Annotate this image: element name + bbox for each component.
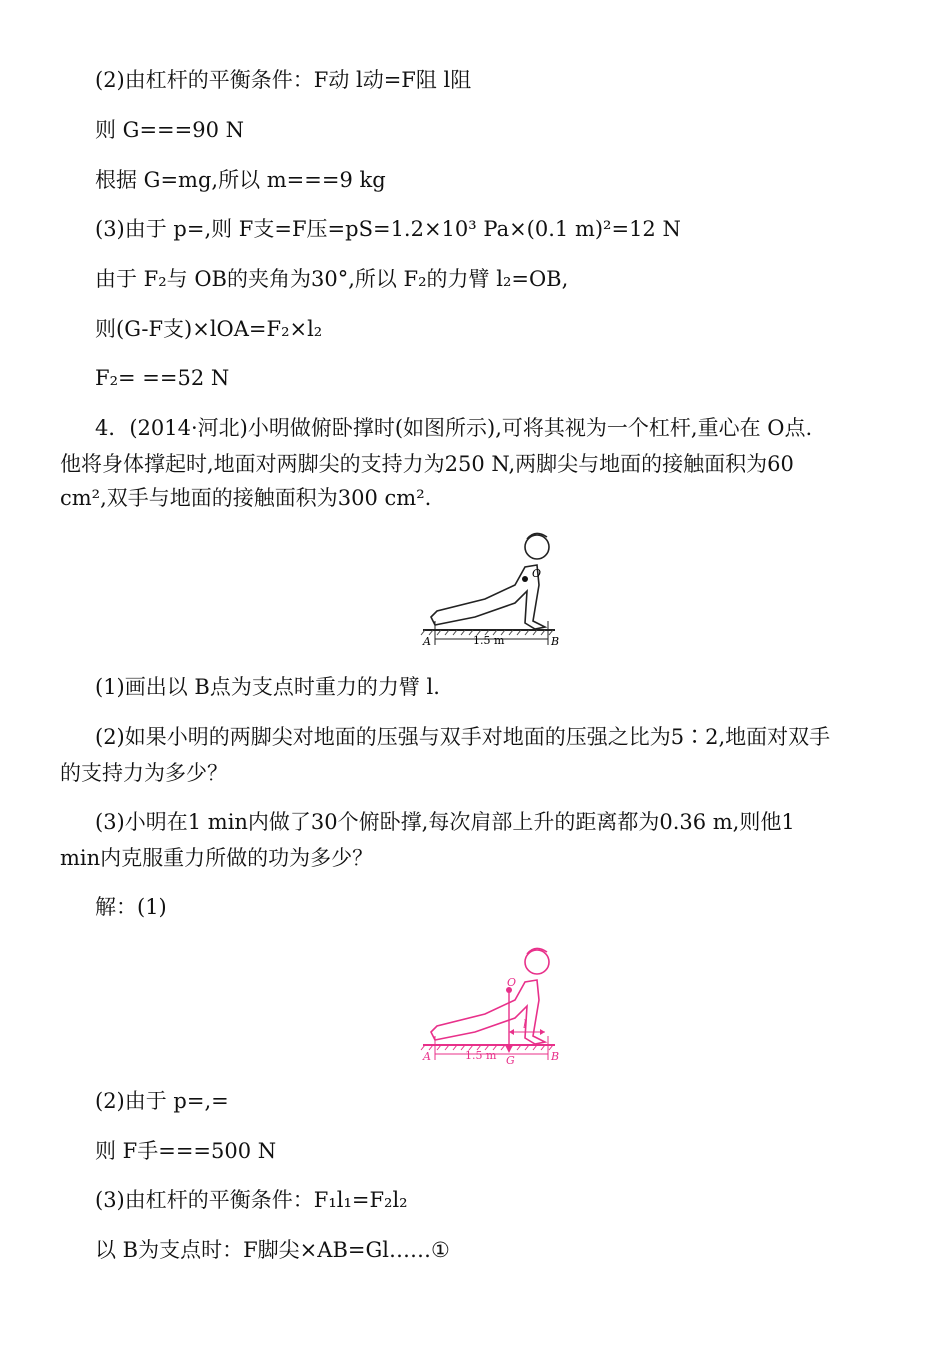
- question-stem-line: cm²,双手与地面的接触面积为300 cm².: [60, 486, 432, 510]
- pushup-solution-figure: [415, 938, 565, 1068]
- sub-question-3-line: (3)小明在1 min内做了30个俯卧撑,每次肩部上升的距离都为0.36 m,则他1: [95, 810, 795, 834]
- label-o: O: [532, 567, 542, 580]
- text-line: (3)由于 p=,则 F支=F压=pS=1.2×10³ Pa×(0.1 m)²=12 N: [95, 217, 681, 241]
- person-outline: [431, 533, 549, 629]
- label-g: G: [506, 1054, 515, 1067]
- dimension-label: 1.5 m: [473, 634, 505, 647]
- dimension-label: 1.5 m: [465, 1049, 497, 1062]
- center-of-gravity-dot: [522, 576, 528, 582]
- text-line: 则(G-F支)×lOA=F₂×l₂: [95, 317, 323, 341]
- text-line: 则 G===90 N: [95, 118, 245, 142]
- text-line: (3)由杠杆的平衡条件：F₁l₁=F₂l₂: [95, 1188, 408, 1212]
- text-line: (2)由杠杆的平衡条件：F动 l动=F阻 l阻: [95, 68, 472, 92]
- gravity-arrowhead: [505, 1045, 513, 1053]
- label-b: B: [551, 1050, 560, 1063]
- text-line: 根据 G=mg,所以 m===9 kg: [95, 168, 386, 192]
- pushup-figure: [415, 525, 565, 650]
- label-a: A: [423, 635, 431, 648]
- label-o: O: [507, 976, 517, 989]
- sub-question-1: (1)画出以 B点为支点时重力的力臂 l.: [95, 675, 440, 699]
- solution-label: 解：(1): [95, 895, 167, 919]
- label-a: A: [423, 1050, 431, 1063]
- person-outline: [431, 948, 549, 1044]
- text-line: 以 B为支点时：F脚尖×AB=Gl……①: [95, 1238, 450, 1262]
- text-line: 由于 F₂与 OB的夹角为30°,所以 F₂的力臂 l₂=OB,: [95, 267, 569, 291]
- sub-question-3-line: min内克服重力所做的功为多少？: [60, 846, 374, 870]
- text-line: F₂= ==52 N: [95, 366, 230, 390]
- label-l: l: [523, 1018, 527, 1031]
- label-b: B: [551, 635, 560, 648]
- text-line: (2)由于 p=,=: [95, 1089, 229, 1113]
- lever-arm-arrow-left: [509, 1029, 514, 1035]
- sub-question-2-line: (2)如果小明的两脚尖对地面的压强与双手对地面的压强之比为5∶2,地面对双手: [95, 725, 831, 749]
- lever-arm-arrow-right: [540, 1029, 545, 1035]
- question-stem-line: 他将身体撑起时,地面对两脚尖的支持力为250 N,两脚尖与地面的接触面积为60: [60, 452, 794, 476]
- question-stem-line: 4．(2014·河北)小明做俯卧撑时(如图所示),可将其视为一个杠杆,重心在 O点.: [95, 416, 813, 440]
- sub-question-2-line: 的支持力为多少？: [60, 761, 228, 785]
- text-line: 则 F手===500 N: [95, 1139, 277, 1163]
